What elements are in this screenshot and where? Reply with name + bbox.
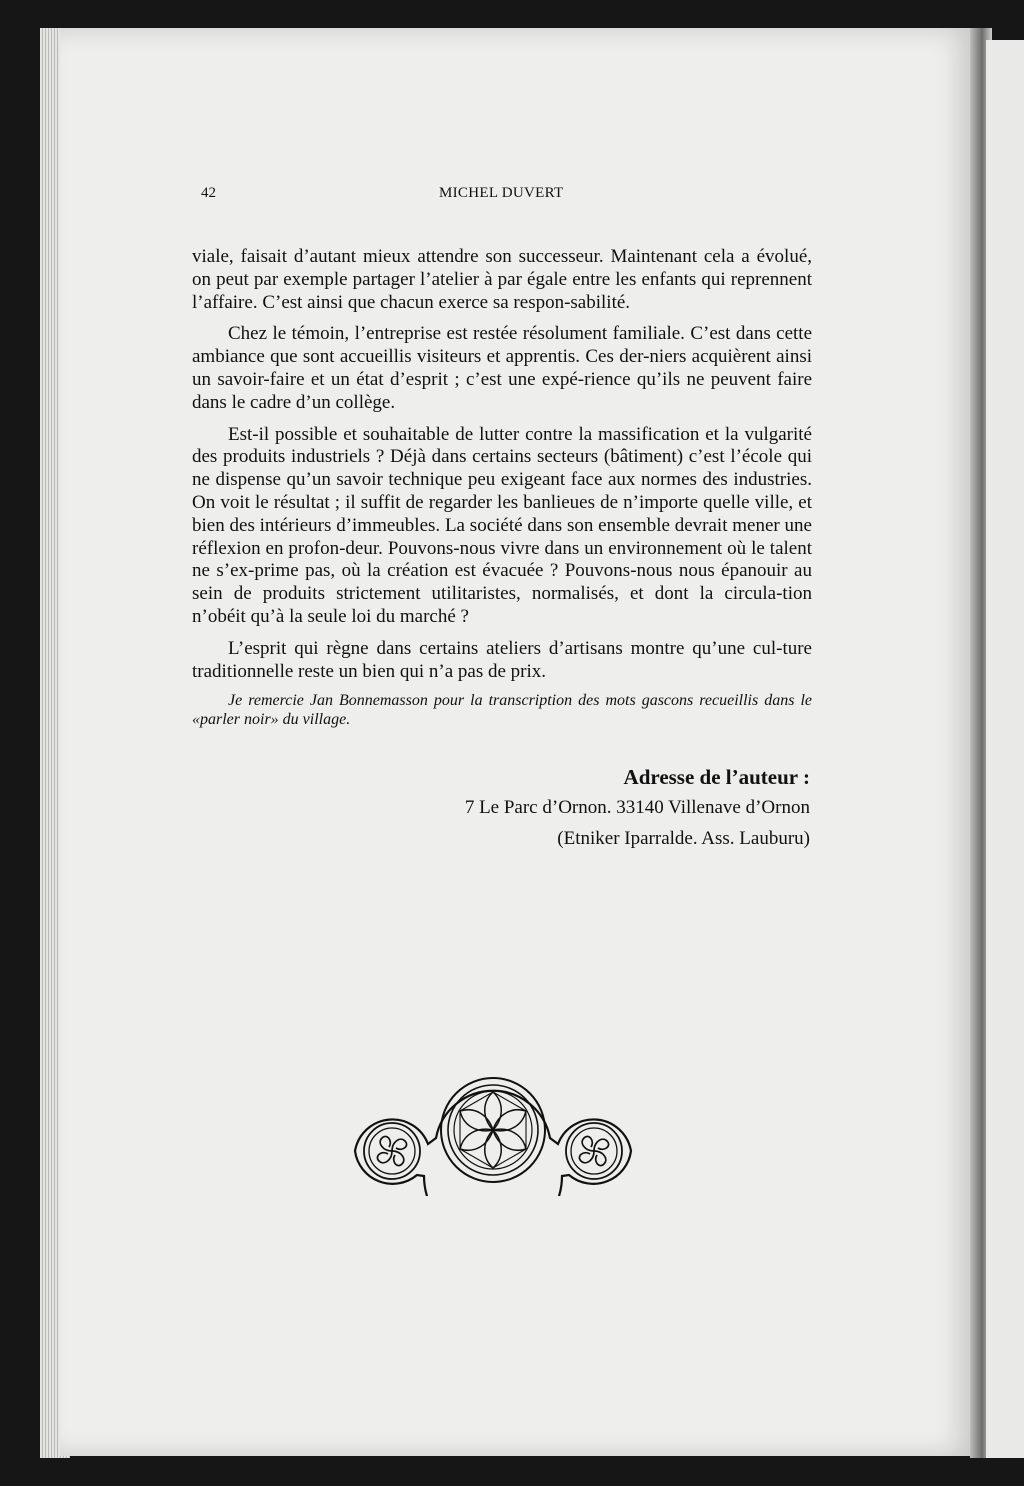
acknowledgement: Je remercie Jan Bonnemasson pour la transcription des mots gascons recueillis dans le «parler noir» du village. — [192, 692, 812, 728]
address-heading: Adresse de l’auteur : — [623, 765, 810, 789]
book-page — [60, 28, 978, 1456]
basque-rosette-and-lauburu-icon — [344, 1058, 642, 1196]
running-head — [201, 185, 821, 205]
paragraph-1: viale, faisait d’autant mieux attendre son successeur. Maintenant cela a évolué, on peut par exemple partager l’atelier à par égale entre les enfants qui reprennent l’affaire. C’est ainsi que chacun exerce sa respon-sabilité. — [192, 246, 812, 313]
paragraph-3: Est-il possible et souhaitable de lutter contre la massification et la vulgarité des produits industriels ? Déjà dans certains secteurs (bâtiment) c’est l’école qui ne dispense qu’un savoir technique peu exigeant face aux normes des industries. On voit le résultat ; il suffit de regarder les banlieues de n’importe quelle ville, et bien des intérieurs d’immeubles. La société dans son ensemble devrait mener une réflexion en profon-deur. Pouvons-nous vivre dans un environnement où le talent ne s’ex-prime pas, où la création est évacuée ? Pouvons-nous nous épanouir au sein de produits strictement utilitaristes, normalisés, et dont la circula-tion n’obéit qu’à la seule loi du marché ? — [192, 423, 812, 627]
running-title: MICHEL DUVERT — [439, 185, 564, 201]
address-line-1: 7 Le Parc d’Ornon. 33140 Villenave d’Ornon — [464, 797, 810, 818]
body-text — [192, 246, 812, 738]
paragraph-4: L’esprit qui règne dans certains ateliers d’artisans montre qu’une cul-ture traditionnelle reste un bien qui n’a pas de prix. — [192, 637, 812, 682]
address-line-2: (Etniker Iparralde. Ass. Lauburu) — [557, 828, 810, 849]
facing-page-edge — [986, 40, 1024, 1458]
paragraph-2: Chez le témoin, l’entreprise est restée résolument familiale. C’est dans cette ambiance que sont accueillis visiteurs et apprentis. Ces der-niers acquièrent ainsi un savoir-faire et un état d’esprit ; c’est une expé-rience qu’ils ne peuvent faire dans le cadre d’un collège. — [192, 323, 812, 413]
author-address — [192, 762, 810, 854]
page-number: 42 — [201, 185, 216, 201]
